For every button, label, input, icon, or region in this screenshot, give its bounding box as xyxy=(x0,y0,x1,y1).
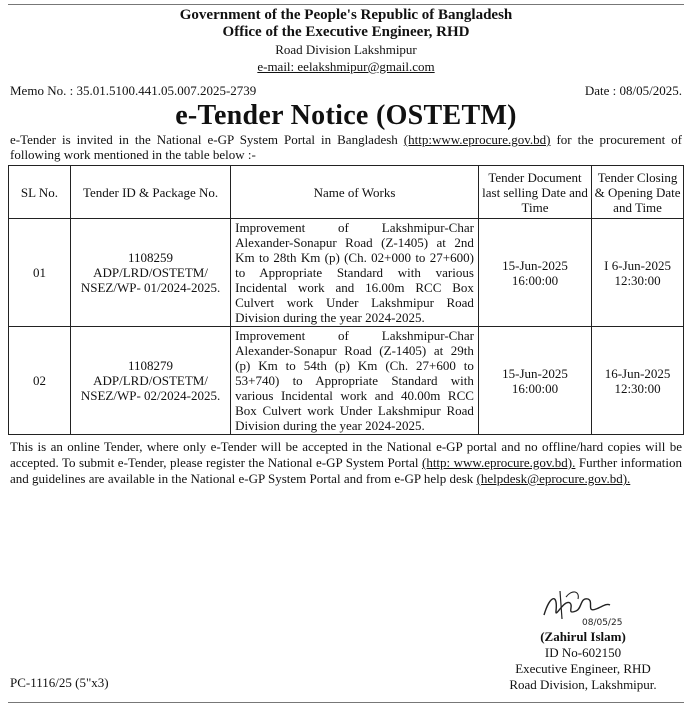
government-title: Government of the People's Republic of Bangladesh xyxy=(179,7,513,23)
doc-time: 16:00:00 xyxy=(511,380,559,396)
intro-text-after: for the procurement of following work mentioned in the table below :- xyxy=(10,132,683,162)
table-row xyxy=(9,327,684,435)
tender-id: 1108259 xyxy=(128,250,174,265)
division-name: Road Division Lakshmipur xyxy=(275,42,417,57)
row-document-selling xyxy=(478,219,591,327)
footer-paragraph xyxy=(10,439,682,487)
header-sl: SL No. xyxy=(9,166,71,219)
header-tender-id: Tender ID & Package No. xyxy=(70,166,230,219)
pc-reference: PC-1116/25 (5"x3) xyxy=(10,675,109,690)
row-closing-opening xyxy=(592,327,684,435)
table-header-row xyxy=(9,166,684,219)
row-sl: 02 xyxy=(9,327,71,435)
doc-date: 15-Jun-2025 xyxy=(502,257,568,273)
eprocure-portal-link[interactable]: (http: www.eprocure.gov.bd). xyxy=(421,455,576,470)
doc-date: 15-Jun-2025 xyxy=(502,365,568,381)
office-title: Office of the Executive Engineer, RHD xyxy=(222,24,470,40)
tender-notice-page xyxy=(8,4,684,705)
letterhead xyxy=(8,7,684,75)
bottom-divider xyxy=(8,702,684,703)
signatory-name: (Zahirul Islam) xyxy=(540,629,626,644)
signatory-designation: Executive Engineer, RHD xyxy=(515,661,651,676)
intro-text-before: e-Tender is invited in the National e-GP System Portal in Bangladesh xyxy=(10,132,404,147)
signatory-office: Road Division, Lakshmipur. xyxy=(509,677,657,692)
row-name-of-works: Improvement of Lakshmipur-Char Alexander-Sonapur Road (Z-1405) at 29th (p) Km to 54th (p) Km (Ch. 27+600 to 53+740) to Appropriate Standard with various Incidental work and 40.00m RCC Box Culvert work Under Lakshmipur Road Division during the year 2024-2025. xyxy=(231,327,479,435)
closing-date: 16-Jun-2025 xyxy=(604,365,671,381)
signatory-id: ID No-602150 xyxy=(544,645,622,660)
closing-date: I 6-Jun-2025 xyxy=(604,257,671,273)
closing-time: 12:30:00 xyxy=(614,272,661,288)
works-table xyxy=(8,165,684,435)
row-sl: 01 xyxy=(9,219,71,327)
memo-date: Date : 08/05/2025. xyxy=(584,83,682,98)
table-row xyxy=(9,219,684,327)
row-tender-package xyxy=(70,327,230,435)
package-no: ADP/LRD/OSTETM/ NSEZ/WP- 01/2024-2025. xyxy=(80,265,221,295)
row-name-of-works: Improvement of Lakshmipur-Char Alexander-Sonapur Road (Z-1405) at 2nd Km to 28th Km (p) (Ch. 02+000 to 27+600) to Appropriate Standard with various Incidental work and 16.00m RCC Box Culvert work Under Lakshmipur Road Division during the year 2024-2025. xyxy=(231,219,479,327)
header-name-of-works: Name of Works xyxy=(231,166,479,219)
helpdesk-email-link[interactable]: (helpdesk@eprocure.gov.bd). xyxy=(476,471,631,486)
closing-time: 12:30:00 xyxy=(614,380,661,396)
row-closing-opening xyxy=(592,219,684,327)
row-document-selling xyxy=(478,327,591,435)
office-email: e-mail: eelakshmipur@gmail.com xyxy=(257,59,435,74)
package-no: ADP/LRD/OSTETM/ NSEZ/WP- 02/2024-2025. xyxy=(80,373,221,403)
tender-id: 1108279 xyxy=(128,358,174,373)
memo-number: Memo No. : 35.01.5100.441.05.007.2025-2739 xyxy=(10,83,257,98)
header-closing-opening: Tender Closing & Opening Date and Time xyxy=(592,166,684,219)
signature-block xyxy=(498,583,668,693)
footer-text-2: Further information and guidelines are available in the National e-GP System Portal and from e-GP help desk xyxy=(10,455,682,486)
signature-date: 08/05/25 xyxy=(582,618,623,628)
memo-row xyxy=(8,83,684,99)
header-document-selling: Tender Document last selling Date and Time xyxy=(478,166,591,219)
row-tender-package xyxy=(70,219,230,327)
notice-title: e-Tender Notice (OSTETM) xyxy=(175,100,517,131)
eprocure-link[interactable]: (http:www.eprocure.gov.bd) xyxy=(403,132,551,147)
doc-time: 16:00:00 xyxy=(511,272,559,288)
intro-paragraph xyxy=(10,132,682,162)
footer-text-1: This is an online Tender, where only e-Tender will be accepted in the National e-GP portal and no offline/hard copies will be accepted. To submit e-Tender, please register the National e-GP System Portal xyxy=(10,439,682,470)
